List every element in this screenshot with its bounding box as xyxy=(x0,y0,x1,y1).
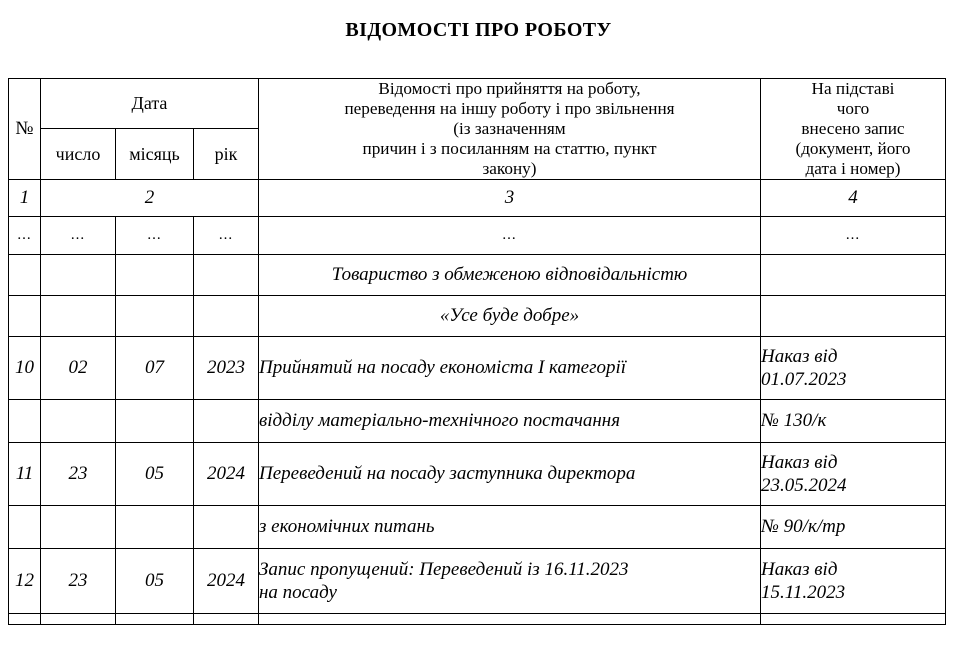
cell-year: 2024 xyxy=(194,548,259,613)
basis-line-1: Наказ від xyxy=(761,558,838,580)
cell-month xyxy=(116,295,194,336)
header-cell-day: число xyxy=(41,129,116,179)
cell-day xyxy=(41,505,116,548)
cell-number xyxy=(9,613,41,624)
page-title: ВІДОМОСТІ ПРО РОБОТУ xyxy=(345,19,612,41)
cell-basis xyxy=(761,254,946,295)
cell-year: 2023 xyxy=(194,336,259,399)
cell-number: 12 xyxy=(9,548,41,613)
employment-record-table xyxy=(8,78,946,625)
cell-year xyxy=(194,295,259,336)
header-cell-basis xyxy=(761,79,946,180)
basis-line-1: Наказ від xyxy=(761,345,838,367)
cell-month xyxy=(116,505,194,548)
basis-line-2: 01.07.2023 xyxy=(761,368,847,390)
cell-basis: № 90/к/тр xyxy=(761,505,946,548)
cell-month: 07 xyxy=(116,336,194,399)
cell-company-name: «Усе буде добре» xyxy=(259,295,761,336)
cell-basis xyxy=(761,442,946,505)
basis-line-2: 15.11.2023 xyxy=(761,581,846,603)
header-basis-line-2: чого xyxy=(836,98,870,118)
header-info-line-4: причин і з посиланням на статтю, пункт xyxy=(362,138,657,158)
header-cell-year: рік xyxy=(194,129,259,179)
cell-month xyxy=(116,613,194,624)
table-row xyxy=(9,548,946,613)
table-row xyxy=(9,399,946,442)
cell-year xyxy=(194,254,259,295)
cell-basis xyxy=(761,548,946,613)
cell-number xyxy=(9,399,41,442)
basis-line-1: Наказ від xyxy=(761,451,838,473)
column-number-1: 1 xyxy=(9,179,41,216)
cell-day xyxy=(41,295,116,336)
cell-info xyxy=(259,613,761,624)
cell-basis xyxy=(761,336,946,399)
header-info-line-3: (із зазначенням xyxy=(453,118,566,138)
basis-line-2: 23.05.2024 xyxy=(761,474,847,496)
cell-year xyxy=(194,399,259,442)
header-basis-line-5: дата і номер) xyxy=(805,158,901,178)
cell-number: ... xyxy=(9,216,41,254)
table-header-row-1 xyxy=(9,79,946,129)
cell-info: відділу матеріально-технічного постачання xyxy=(259,399,761,442)
cell-month xyxy=(116,254,194,295)
cell-info: з економічних питань xyxy=(259,505,761,548)
cell-info: Переведений на посаду заступника директора xyxy=(259,442,761,505)
info-line-1: Запис пропущений: Переведений із 16.11.2023 xyxy=(259,558,629,580)
table-row xyxy=(9,505,946,548)
cell-year: ... xyxy=(194,216,259,254)
table-row xyxy=(9,254,946,295)
table-row-clipped xyxy=(9,613,946,624)
column-number-3: 3 xyxy=(259,179,761,216)
cell-year: 2024 xyxy=(194,442,259,505)
header-basis-line-4: (документ, його xyxy=(795,138,911,158)
cell-year xyxy=(194,505,259,548)
cell-number xyxy=(9,505,41,548)
cell-month: 05 xyxy=(116,442,194,505)
cell-day: 23 xyxy=(41,548,116,613)
header-cell-number: № xyxy=(9,79,41,180)
cell-basis: ... xyxy=(761,216,946,254)
cell-day xyxy=(41,254,116,295)
cell-info: Прийнятий на посаду економіста І категорії xyxy=(259,336,761,399)
cell-day xyxy=(41,613,116,624)
table-row xyxy=(9,442,946,505)
cell-number: 11 xyxy=(9,442,41,505)
cell-number: 10 xyxy=(9,336,41,399)
cell-month xyxy=(116,399,194,442)
column-number-4: 4 xyxy=(761,179,946,216)
header-basis-line-1: На підставі xyxy=(811,79,895,98)
cell-number xyxy=(9,295,41,336)
table-row xyxy=(9,295,946,336)
header-cell-month: місяць xyxy=(116,129,194,179)
cell-basis xyxy=(761,295,946,336)
header-info-line-5: закону) xyxy=(482,158,537,178)
column-number-row xyxy=(9,179,946,216)
employment-record-table-wrapper xyxy=(8,78,945,625)
header-cell-date-group: Дата xyxy=(41,79,259,129)
cell-month: 05 xyxy=(116,548,194,613)
info-line-2: на посаду xyxy=(259,581,337,603)
header-cell-info xyxy=(259,79,761,180)
header-info-line-2: переведення на іншу роботу і про звільнення xyxy=(344,98,675,118)
header-info-line-1: Відомості про прийняття на роботу, xyxy=(378,79,641,98)
table-row xyxy=(9,216,946,254)
cell-info xyxy=(259,548,761,613)
cell-month: ... xyxy=(116,216,194,254)
cell-company-name: Товариство з обмеженою відповідальністю xyxy=(259,254,761,295)
cell-day: 23 xyxy=(41,442,116,505)
cell-day: ... xyxy=(41,216,116,254)
cell-basis xyxy=(761,613,946,624)
cell-day xyxy=(41,399,116,442)
header-basis-line-3: внесено запис xyxy=(801,118,905,138)
cell-info: ... xyxy=(259,216,761,254)
cell-number xyxy=(9,254,41,295)
column-number-2: 2 xyxy=(41,179,259,216)
cell-basis: № 130/к xyxy=(761,399,946,442)
cell-year xyxy=(194,613,259,624)
table-row xyxy=(9,336,946,399)
cell-day: 02 xyxy=(41,336,116,399)
